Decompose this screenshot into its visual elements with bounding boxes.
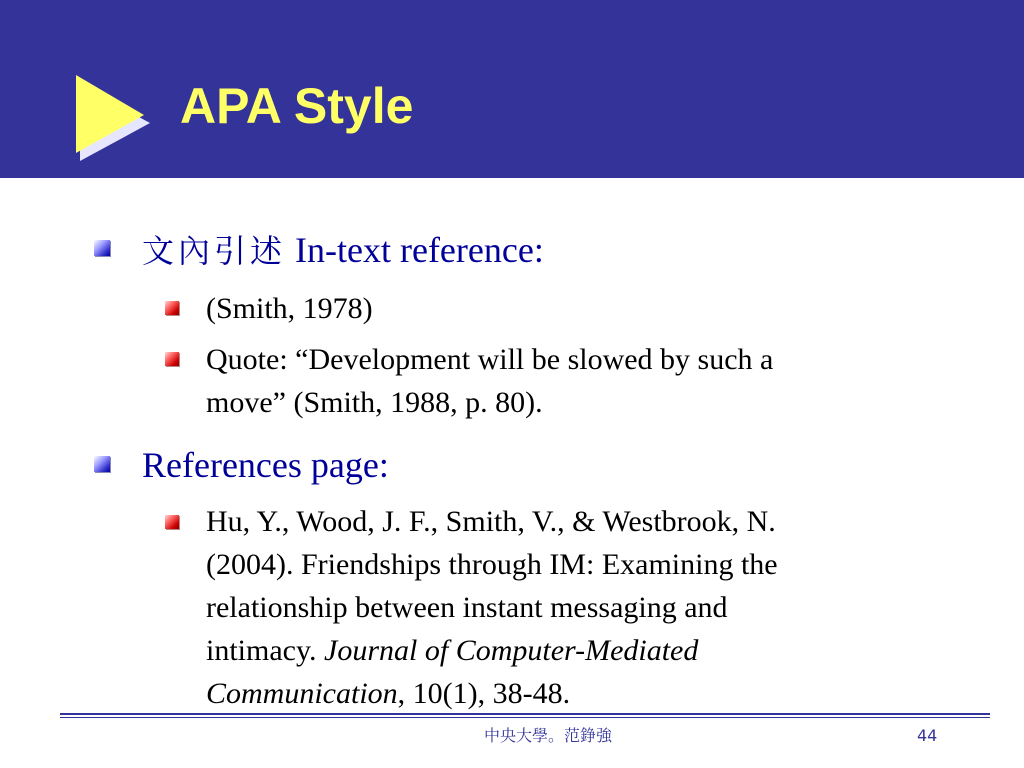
reference-line-3: relationship between instant messaging and: [206, 591, 728, 624]
red-square-bullet-icon: [165, 515, 179, 529]
sub-bullet-reference-entry: [206, 500, 976, 715]
quote-line-2: move” (Smith, 1988, p. 80).: [206, 386, 543, 419]
quote-line-1: Quote: “Development will be slowed by such a: [206, 343, 774, 376]
footer-author: 中央大學。范錚強: [484, 726, 613, 745]
blue-square-bullet-icon: [94, 456, 110, 472]
slide-title: APA Style: [180, 78, 414, 134]
reference-line-2: (2004). Friendships through IM: Examining the: [206, 548, 778, 581]
blue-square-bullet-icon: [94, 240, 110, 256]
bullet-label-cjk: 文內引述: [142, 232, 287, 270]
sub-bullet-citation: (Smith, 1978): [206, 292, 373, 325]
footer-rule-thin: [60, 717, 990, 718]
sub-bullet-quote: [206, 338, 976, 424]
reference-line-1: Hu, Y., Wood, J. F., Smith, V., & Westbrook, N.: [206, 505, 776, 538]
journal-title-part-1: Journal of Computer-Mediated: [324, 634, 699, 667]
journal-title-part-2: Communication: [206, 677, 398, 710]
bullet-in-text-reference: [142, 229, 544, 272]
red-square-bullet-icon: [165, 352, 179, 366]
bullet-references-page: References page:: [142, 445, 389, 485]
reference-line-4-plain: intimacy.: [206, 634, 325, 667]
bullet-label: In-text reference:: [295, 230, 544, 270]
footer-rule: [60, 713, 990, 715]
page-number: 44: [917, 726, 938, 745]
red-square-bullet-icon: [165, 301, 179, 315]
play-triangle-icon: [74, 73, 158, 163]
reference-volume-pages: , 10(1), 38-48.: [397, 677, 571, 710]
